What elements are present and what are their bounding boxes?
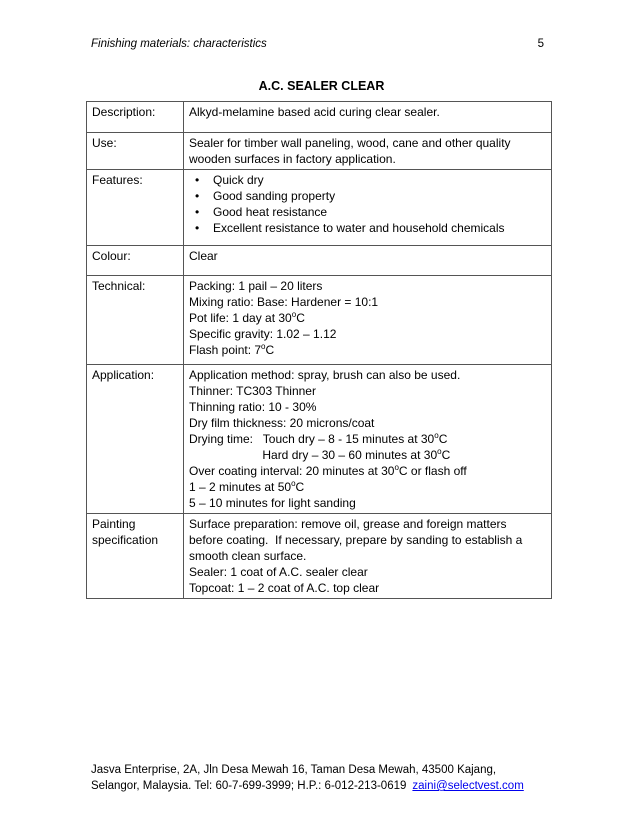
label-painting-specification: Painting specification <box>87 514 184 599</box>
thinner-text: Thinner: TC303 Thinner <box>189 384 316 398</box>
light-sanding-text: 5 – 10 minutes for light sanding <box>189 496 356 510</box>
row-application <box>87 365 552 514</box>
feature-item: • Quick dry <box>189 172 546 188</box>
row-features <box>87 170 552 246</box>
painting-line: Surface preparation: remove oil, grease and foreign matters <box>189 517 507 531</box>
application-method-text: Application method: spray, brush can also be used. <box>189 368 461 382</box>
specification-table <box>86 101 552 599</box>
value-application <box>184 365 552 514</box>
value-features <box>184 170 552 246</box>
page-header <box>91 38 544 50</box>
flash-off-text: 1 – 2 minutes at 50$^o$C <box>189 479 305 494</box>
page-footer <box>91 762 561 794</box>
value-description: Alkyd-melamine based acid curing clear sealer. <box>184 102 552 133</box>
dry-film-text: Dry film thickness: 20 microns/coat <box>189 416 375 430</box>
footer-address: Jasva Enterprise, 2A, Jln Desa Mewah 16, Taman Desa Mewah, 43500 Kajang, <box>91 764 497 776</box>
label-application: Application: <box>87 365 184 514</box>
row-technical <box>87 276 552 365</box>
use-line: wooden surfaces in factory application. <box>189 152 396 166</box>
label-features: Features: <box>87 170 184 246</box>
features-list <box>189 172 546 236</box>
drying-touch-text: Drying time: Touch dry – 8 - 15 minutes at 30$^o$C <box>189 431 448 446</box>
row-use <box>87 133 552 170</box>
value-painting-specification <box>184 514 552 599</box>
flash-point-text: Flash point: 7$^o$C <box>189 342 275 357</box>
painting-line: smooth clean surface. <box>189 549 307 563</box>
drying-hard-text: Hard dry – 30 – 60 minutes at 30$^o$C <box>189 447 451 462</box>
document-title: A.C. SEALER CLEAR <box>258 79 385 93</box>
painting-line: Sealer: 1 coat of A.C. sealer clear <box>189 565 368 579</box>
value-use <box>184 133 552 170</box>
thinning-ratio-text: Thinning ratio: 10 - 30% <box>189 400 317 414</box>
packing-text: Packing: 1 pail – 20 liters <box>189 279 323 293</box>
feature-item: • Good heat resistance <box>189 204 546 220</box>
email-link[interactable]: zaini@selectvest.com <box>412 780 524 792</box>
feature-item: • Good sanding property <box>189 188 546 204</box>
label-use: Use: <box>87 133 184 170</box>
feature-item: • Excellent resistance to water and household chemicals <box>189 220 546 236</box>
footer-contact: Selangor, Malaysia. Tel: 60-7-699-3999; H.P.: 6-012-213-0619 zaini@selectvest.com <box>91 780 524 792</box>
label-technical: Technical: <box>87 276 184 365</box>
row-painting-specification <box>87 514 552 599</box>
header-title: Finishing materials: characteristics <box>91 38 267 50</box>
painting-line: before coating. If necessary, prepare by sanding to establish a <box>189 533 523 547</box>
value-colour: Clear <box>184 246 552 276</box>
over-coating-text: Over coating interval: 20 minutes at 30$^o$C or flash off <box>189 463 467 478</box>
pot-life-text: Pot life: 1 day at 30$^o$C <box>189 310 305 325</box>
painting-line: Topcoat: 1 – 2 coat of A.C. top clear <box>189 581 380 595</box>
label-description: Description: <box>87 102 184 133</box>
label-colour: Colour: <box>87 246 184 276</box>
mixing-ratio-text: Mixing ratio: Base: Hardener = 10:1 <box>189 295 379 309</box>
row-description <box>87 102 552 133</box>
use-line: Sealer for timber wall paneling, wood, cane and other quality <box>189 136 511 150</box>
row-colour <box>87 246 552 276</box>
page-number: 5 <box>537 38 544 50</box>
specific-gravity-text: Specific gravity: 1.02 – 1.12 <box>189 327 337 341</box>
value-technical <box>184 276 552 365</box>
